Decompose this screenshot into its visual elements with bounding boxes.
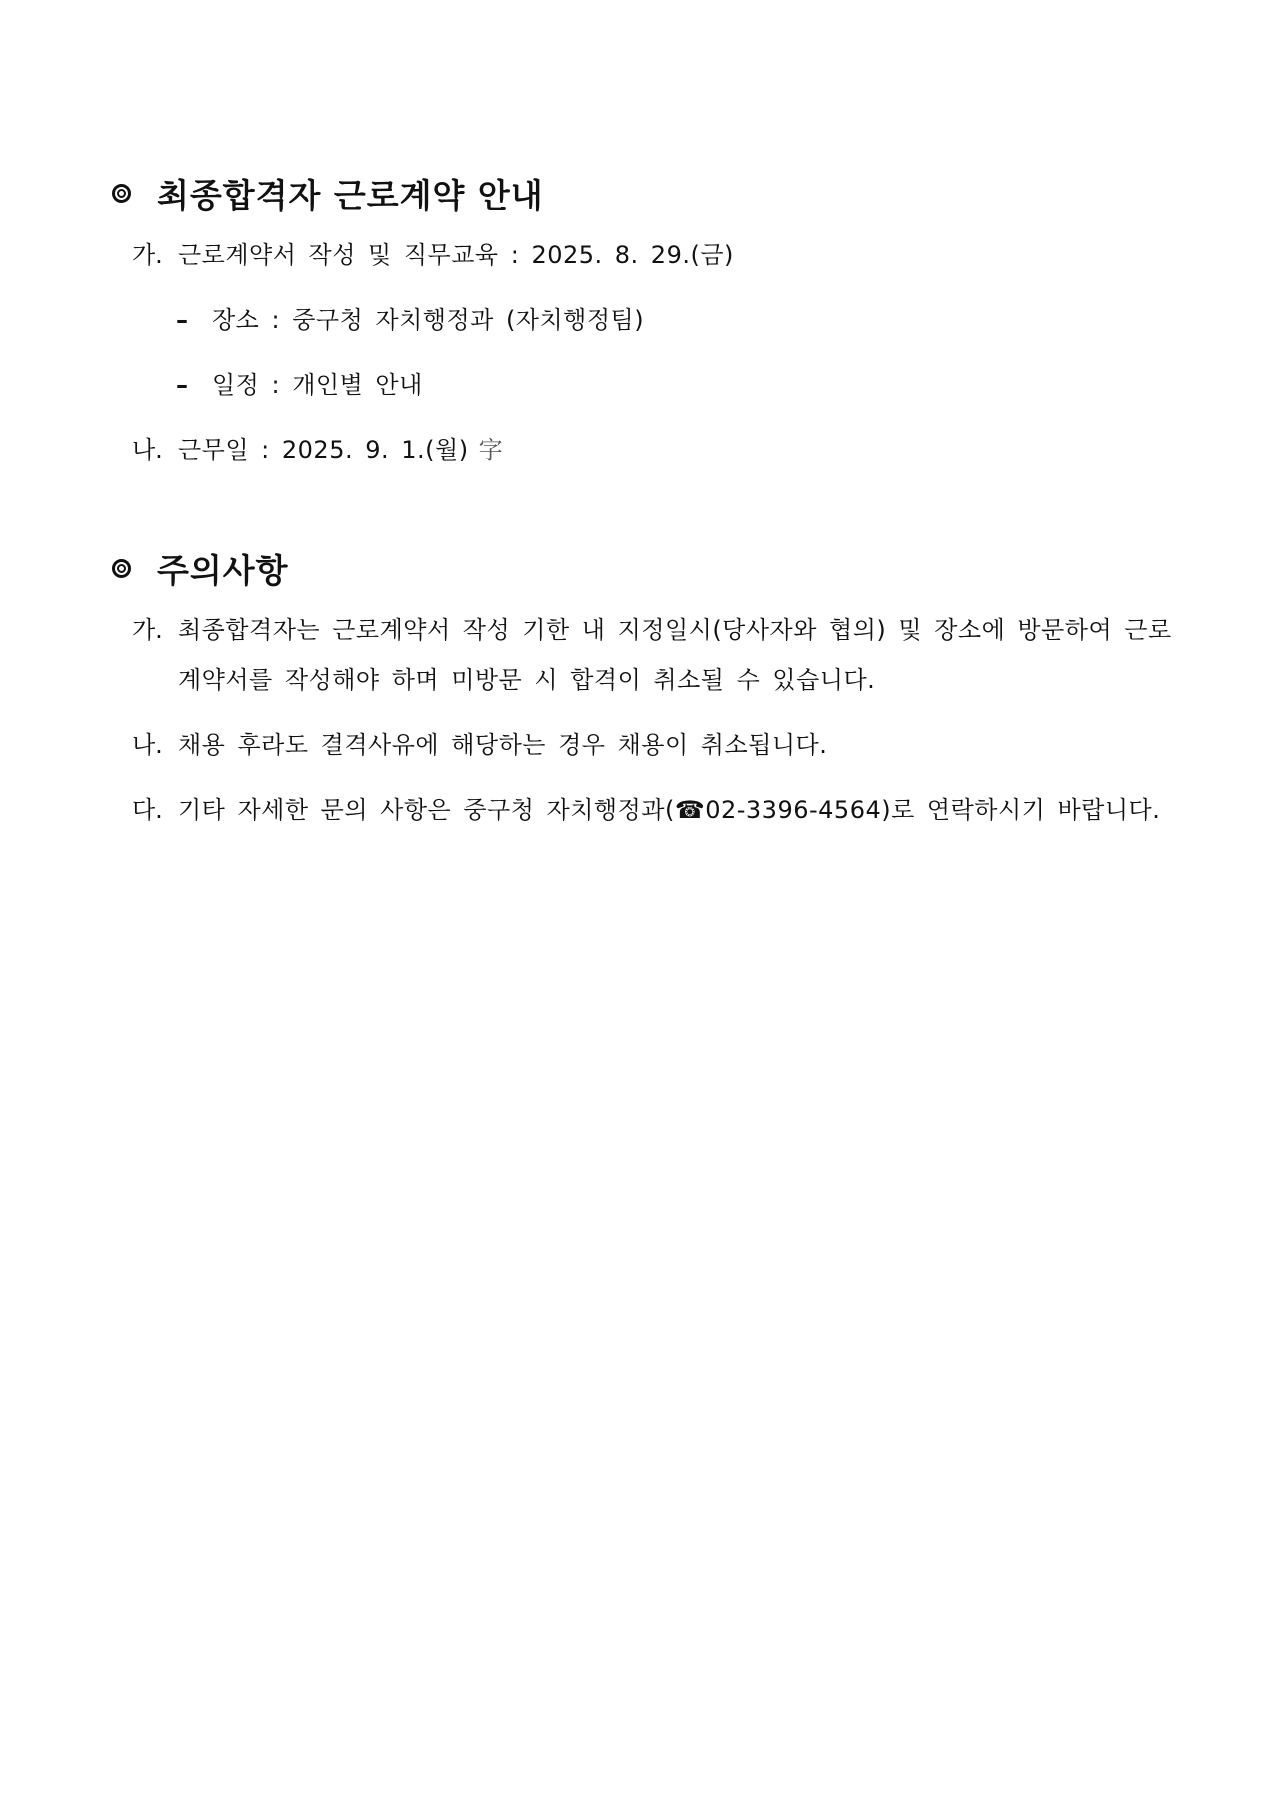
precautions-section [112,543,1172,835]
list-item-text: 근무일 : 2025. 9. 1.(월) [178,436,469,464]
list-item-text: 기타 자세한 문의 사항은 중구청 자치행정과(☎02-3396-4564)로 연락하시기 바랍니다. [178,796,1161,824]
list-item-text: 최종합격자는 근로계약서 작성 기한 내 지정일시(당사자와 협의) 및 장소에 방문하여 근로계약서를 작성해야 하며 미방문 시 합격이 취소될 수 있습니다. [178,616,1172,694]
suffix-character: 字 [478,436,504,464]
list-marker: 다. [132,796,163,824]
list-item [132,230,1172,280]
list-marker: 가. [132,241,163,269]
section-title: 주의사항 [157,550,289,590]
section-heading [112,543,1172,593]
sub-list-item [176,360,1172,410]
list-item-text: 근로계약서 작성 및 직무교육 : 2025. 8. 29.(금) [178,241,734,269]
list-item [132,425,1172,475]
sub-list-item-text: 일정 : 개인별 안내 [212,371,423,399]
list-item [132,605,1172,705]
list-item [132,785,1172,835]
section-title: 최종합격자 근로계약 안내 [157,175,544,215]
contract-guide-section [112,168,1172,475]
list-item-text: 채용 후라도 결격사유에 해당하는 경우 채용이 취소됩니다. [178,731,828,759]
double-circle-bullet-icon [112,559,131,578]
sub-list-item [176,295,1172,345]
list-item [132,720,1172,770]
dash-marker: – [176,306,188,334]
list-item-text-wrap [178,425,1172,475]
list-marker: 나. [132,436,163,464]
section-heading [112,168,1172,218]
list-marker: 가. [132,616,163,644]
sub-list-item-text: 장소 : 중구청 자치행정과 (자치행정팀) [212,306,645,334]
double-circle-bullet-icon [112,184,131,203]
list-marker: 나. [132,731,163,759]
dash-marker: – [176,371,188,399]
